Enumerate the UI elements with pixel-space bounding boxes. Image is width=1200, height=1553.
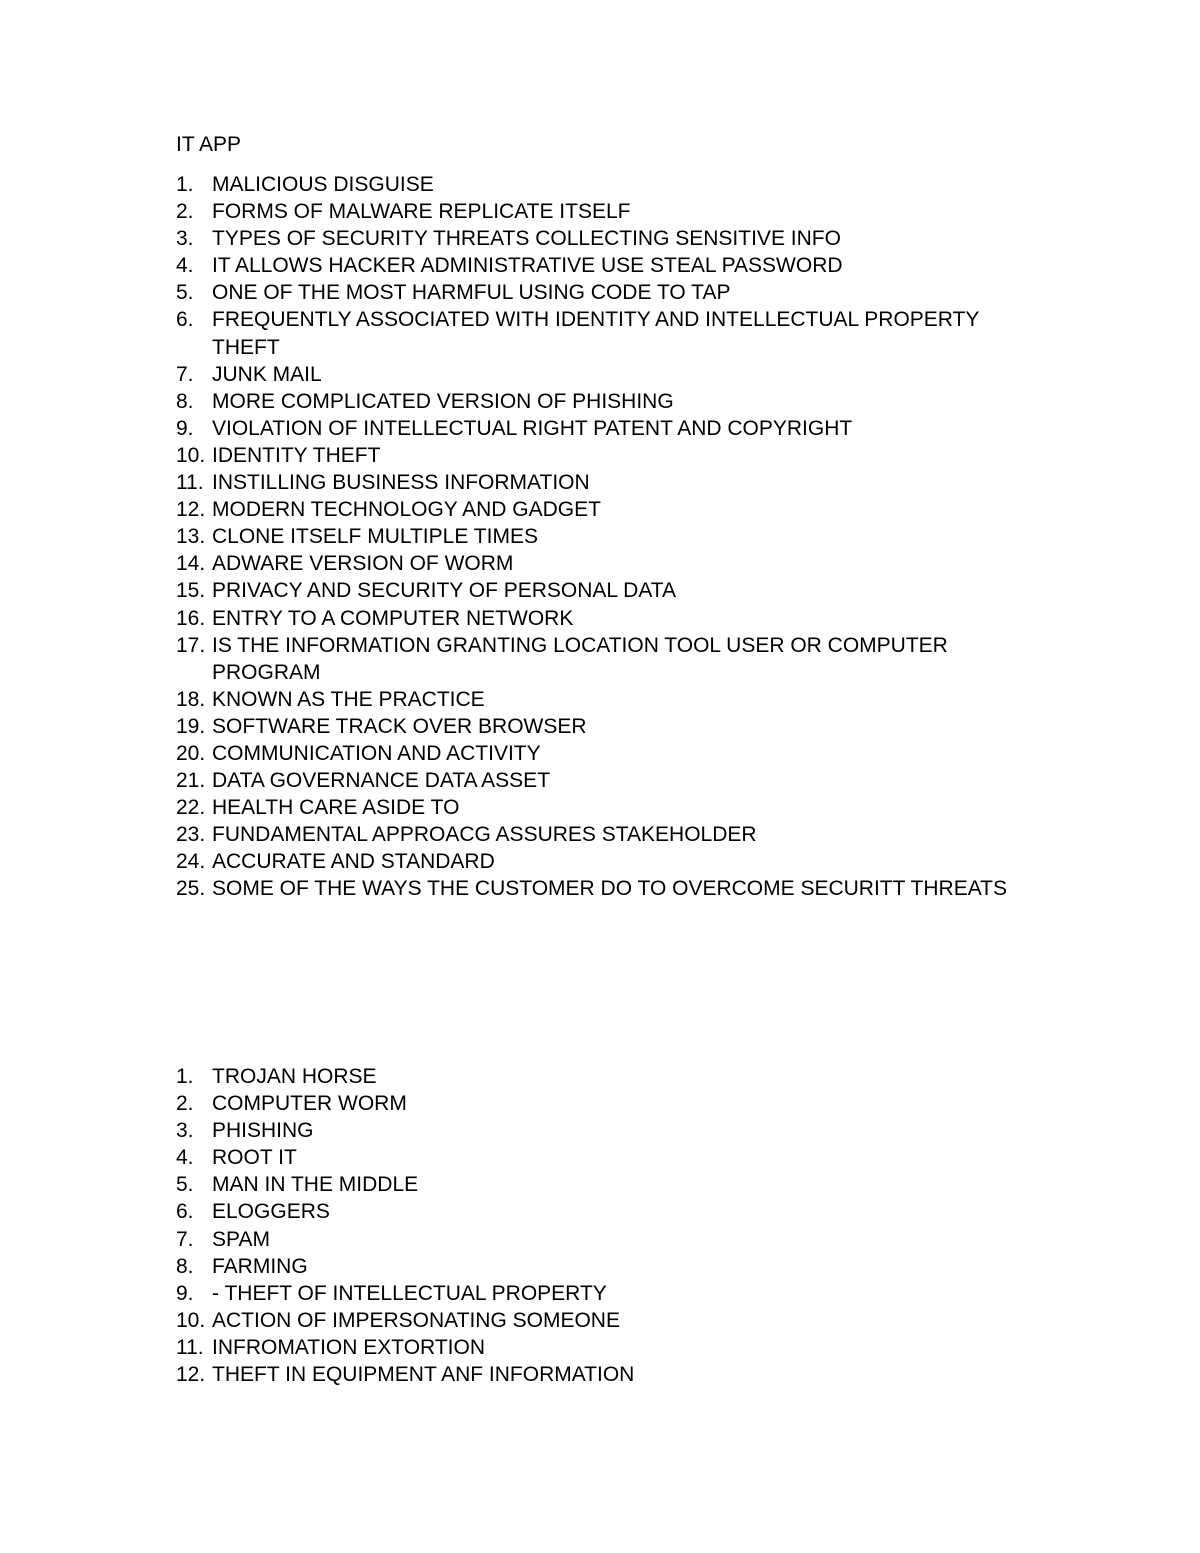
answer-item [176, 1117, 1046, 1144]
question-item [176, 740, 1046, 767]
item-text: FUNDAMENTAL APPROACG ASSURES STAKEHOLDER [212, 823, 757, 847]
question-item [176, 875, 1046, 902]
item-text: INSTILLING BUSINESS INFORMATION [212, 471, 590, 495]
question-item [176, 550, 1046, 577]
item-number: 15. [176, 579, 206, 603]
item-number: 17. [176, 633, 206, 657]
item-text: MORE COMPLICATED VERSION OF PHISHING [212, 389, 674, 413]
item-text: MALICIOUS DISGUISE [212, 173, 434, 196]
item-text: ELOGGERS [212, 1200, 330, 1224]
item-text: TYPES OF SECURITY THREATS COLLECTING SENSITIVE INFO [212, 227, 841, 251]
question-item [176, 848, 1046, 875]
question-item [176, 225, 1046, 252]
item-text: - THEFT OF INTELLECTUAL PROPERTY [212, 1281, 607, 1305]
item-number: 10. [176, 443, 206, 467]
item-number: 6. [176, 308, 194, 332]
question-item [176, 469, 1046, 496]
item-text: FREQUENTLY ASSOCIATED WITH IDENTITY AND INTELLECTUAL PROPERTY THEFT [212, 308, 980, 359]
answers-list [176, 1063, 1046, 1388]
answer-item [176, 1198, 1046, 1225]
item-number: 25. [176, 877, 206, 901]
question-item [176, 577, 1046, 604]
question-item [176, 442, 1046, 469]
item-number: 12. [176, 498, 206, 522]
answer-item [176, 1226, 1046, 1253]
item-text: MAN IN THE MIDDLE [212, 1173, 419, 1197]
item-text: SOME OF THE WAYS THE CUSTOMER DO TO OVERCOME SECURITT THREATS [212, 877, 1007, 901]
item-text: KNOWN AS THE PRACTICE [212, 687, 485, 711]
question-item [176, 496, 1046, 523]
question-item [176, 388, 1046, 415]
item-number: 7. [176, 1227, 194, 1251]
item-text: FARMING [212, 1254, 308, 1278]
item-number: 23. [176, 823, 206, 847]
question-item [176, 306, 1046, 360]
question-item [176, 252, 1046, 279]
question-item [176, 632, 1046, 686]
answer-item [176, 1280, 1046, 1307]
item-number: 11. [176, 471, 204, 495]
item-number: 22. [176, 796, 206, 820]
item-text: FORMS OF MALWARE REPLICATE ITSELF [212, 200, 631, 224]
item-number: 2. [176, 1092, 194, 1116]
item-text: TROJAN HORSE [212, 1065, 377, 1088]
item-number: 16. [176, 606, 206, 630]
question-item [176, 686, 1046, 713]
item-text: INFROMATION EXTORTION [212, 1335, 486, 1359]
item-text: PHISHING [212, 1119, 314, 1143]
answer-item [176, 1307, 1046, 1334]
item-number: 5. [176, 1173, 194, 1197]
question-item [176, 415, 1046, 442]
item-text: DATA GOVERNANCE DATA ASSET [212, 769, 551, 793]
item-text: ONE OF THE MOST HARMFUL USING CODE TO TAP [212, 281, 731, 305]
answer-item [176, 1144, 1046, 1171]
item-number: 6. [176, 1200, 194, 1224]
question-item [176, 605, 1046, 632]
item-number: 13. [176, 525, 206, 549]
questions-list [176, 171, 1046, 903]
item-number: 14. [176, 552, 206, 576]
item-number: 20. [176, 741, 206, 765]
item-number: 9. [176, 416, 194, 440]
item-number: 2. [176, 200, 194, 224]
item-number: 7. [176, 362, 194, 386]
answer-item [176, 1063, 1046, 1090]
item-number: 24. [176, 850, 206, 874]
item-number: 18. [176, 687, 206, 711]
question-item [176, 523, 1046, 550]
item-number: 3. [176, 227, 194, 251]
item-number: 3. [176, 1119, 194, 1143]
item-text: PRIVACY AND SECURITY OF PERSONAL DATA [212, 579, 677, 603]
item-text: SOFTWARE TRACK OVER BROWSER [212, 714, 587, 738]
answer-item [176, 1090, 1046, 1117]
item-text: ENTRY TO A COMPUTER NETWORK [212, 606, 574, 630]
item-number: 4. [176, 1146, 194, 1170]
item-number: 8. [176, 1254, 194, 1278]
item-text: VIOLATION OF INTELLECTUAL RIGHT PATENT AND COPYRIGHT [212, 416, 853, 440]
item-number: 12. [176, 1363, 206, 1387]
answer-item [176, 1334, 1046, 1361]
item-text: THEFT IN EQUIPMENT ANF INFORMATION [212, 1363, 635, 1387]
question-item [176, 713, 1046, 740]
question-item [176, 361, 1046, 388]
answer-item [176, 1171, 1046, 1198]
item-number: 1. [176, 1065, 194, 1088]
answer-item [176, 1361, 1046, 1388]
question-item [176, 171, 1046, 198]
question-item [176, 767, 1046, 794]
question-item [176, 794, 1046, 821]
item-text: CLONE ITSELF MULTIPLE TIMES [212, 525, 538, 549]
item-text: HEALTH CARE ASIDE TO [212, 796, 460, 820]
question-item [176, 821, 1046, 848]
item-text: SPAM [212, 1227, 270, 1251]
item-text: IS THE INFORMATION GRANTING LOCATION TOOL USER OR COMPUTER PROGRAM [212, 633, 948, 684]
question-item [176, 279, 1046, 306]
item-text: IDENTITY THEFT [212, 443, 381, 467]
item-text: ROOT IT [212, 1146, 297, 1170]
answer-item [176, 1253, 1046, 1280]
item-number: 1. [176, 173, 194, 196]
item-text: ACTION OF IMPERSONATING SOMEONE [212, 1308, 620, 1332]
item-text: MODERN TECHNOLOGY AND GADGET [212, 498, 601, 522]
item-number: 5. [176, 281, 194, 305]
document-title: IT APP [176, 133, 241, 156]
item-text: JUNK MAIL [212, 362, 322, 386]
item-text: COMMUNICATION AND ACTIVITY [212, 741, 541, 765]
item-number: 11. [176, 1335, 204, 1359]
question-item [176, 198, 1046, 225]
item-number: 10. [176, 1308, 206, 1332]
item-text: COMPUTER WORM [212, 1092, 407, 1116]
item-number: 9. [176, 1281, 194, 1305]
item-number: 8. [176, 389, 194, 413]
item-text: ADWARE VERSION OF WORM [212, 552, 514, 576]
item-text: IT ALLOWS HACKER ADMINISTRATIVE USE STEAL PASSWORD [212, 254, 843, 278]
item-text: ACCURATE AND STANDARD [212, 850, 495, 874]
item-number: 19. [176, 714, 206, 738]
item-number: 21. [176, 769, 206, 793]
item-number: 4. [176, 254, 194, 278]
